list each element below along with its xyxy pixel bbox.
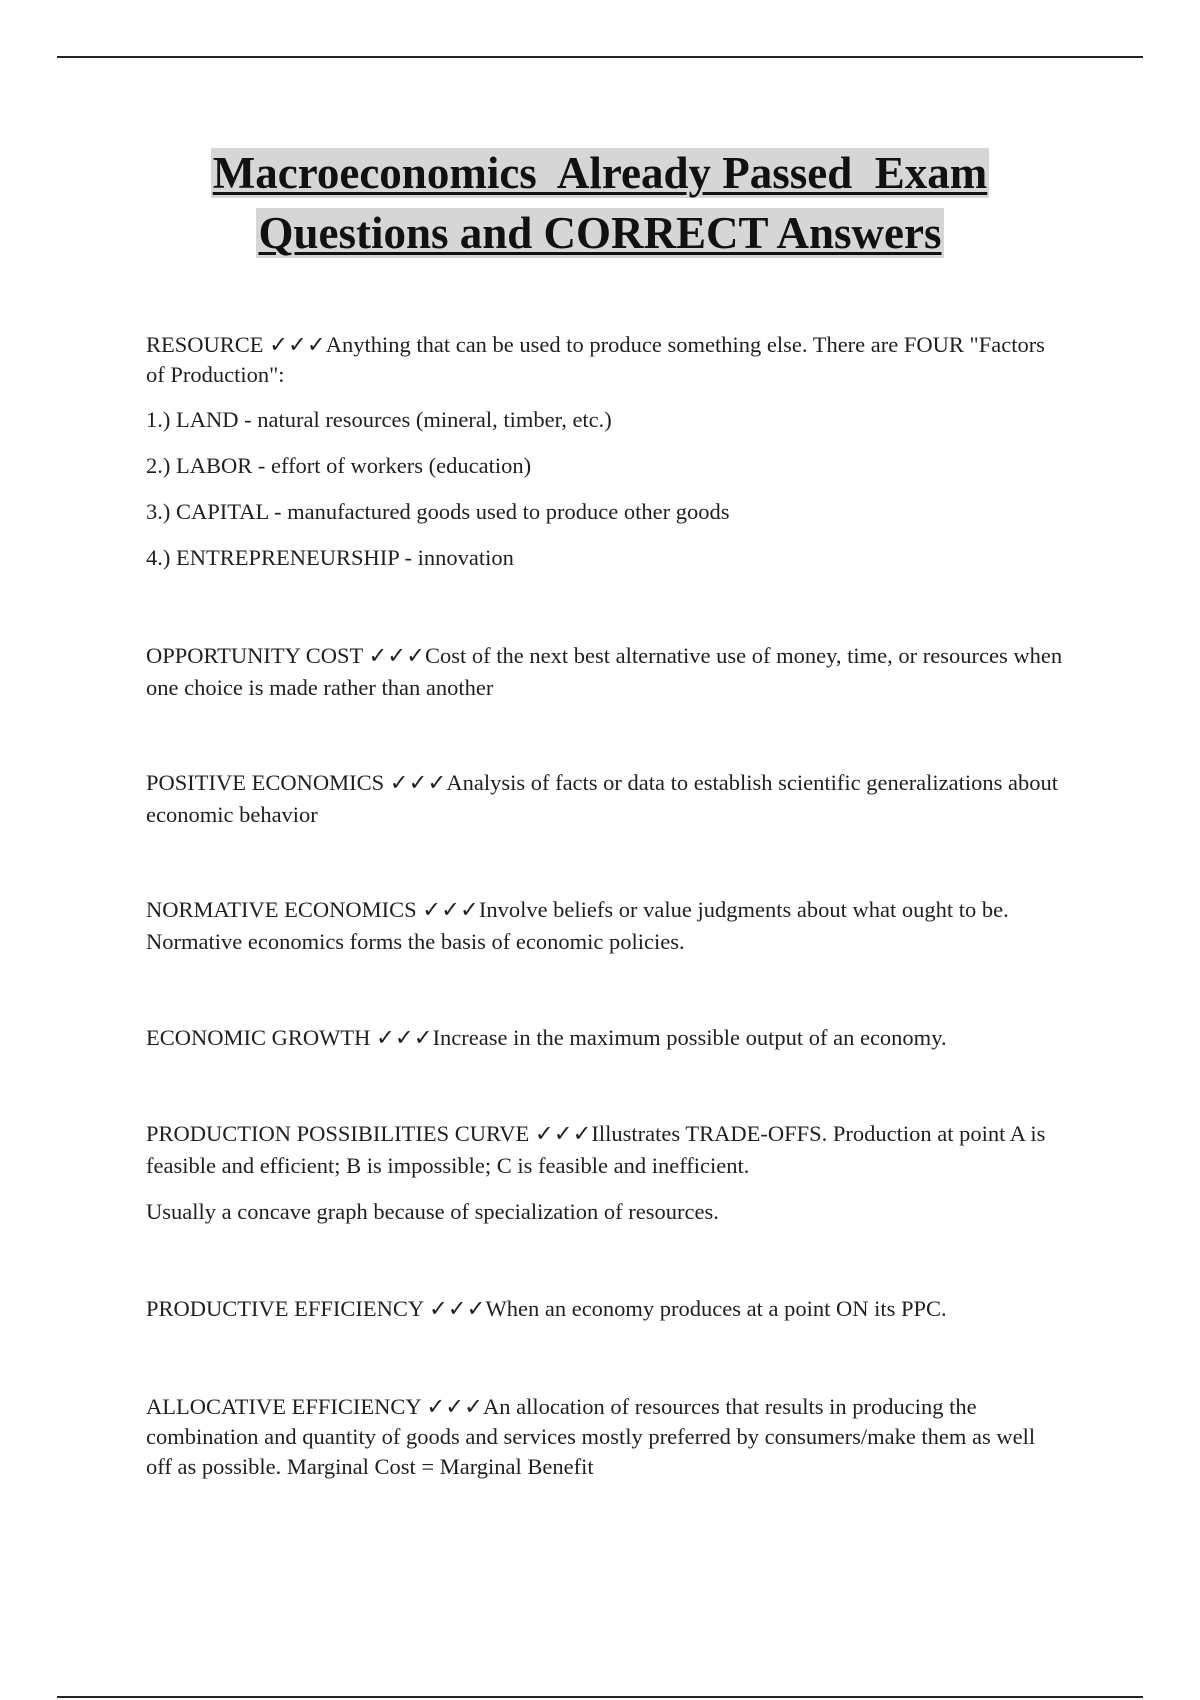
factor-item: 1.) LAND - natural resources (mineral, timber, etc.)	[146, 407, 612, 432]
check-marks-icon: ✓✓✓	[428, 1296, 486, 1321]
check-marks-icon: ✓✓✓	[422, 897, 479, 922]
entry-definition: When an economy produces at a point ON its PPC.	[485, 1296, 947, 1321]
entry-term: OPPORTUNITY COST	[146, 643, 369, 668]
entry-term: POSITIVE ECONOMICS	[146, 770, 390, 795]
title-line-2: Questions and CORRECT Answers	[258, 208, 942, 258]
entry-term: ECONOMIC GROWTH	[146, 1025, 376, 1050]
check-marks-icon: ✓✓✓	[534, 1121, 592, 1146]
entry-term: PRODUCTIVE EFFICIENCY	[146, 1296, 429, 1321]
check-marks-icon: ✓✓✓	[389, 770, 447, 795]
entry-definition-paragraph	[146, 1118, 1066, 1182]
entry-positive-economics	[146, 767, 1066, 831]
check-marks-icon: ✓✓✓	[269, 332, 326, 357]
entry-definition: An allocation of resources that results in producing the combination and quantity of goods and services mostly preferred by consumers/make them as well off as possible. Marginal Cost = Marginal Benefit	[146, 1394, 1036, 1479]
entry-definition-paragraph	[146, 767, 1066, 831]
factor-item: 2.) LABOR - effort of workers (education)	[146, 453, 532, 478]
entry-production-possibilities-curve	[146, 1118, 1066, 1228]
check-marks-icon: ✓✓✓	[376, 1025, 433, 1050]
factor-item: 3.) CAPITAL - manufactured goods used to produce other goods	[146, 499, 730, 524]
entry-opportunity-cost	[146, 640, 1066, 704]
entry-definition-paragraph	[146, 1022, 1066, 1054]
entry-definition: Involve beliefs or value judgments about what ought to be. Normative economics forms the basis of economic policies.	[146, 897, 1009, 954]
entry-term: PRODUCTION POSSIBILITIES CURVE	[146, 1121, 535, 1146]
entry-definition: Analysis of facts or data to establish scientific generalizations about economic behavior	[146, 770, 1059, 827]
entry-term: NORMATIVE ECONOMICS	[146, 897, 423, 922]
check-marks-icon: ✓✓✓	[426, 1394, 483, 1419]
entry-economic-growth	[146, 1022, 1066, 1054]
entry-definition: Illustrates TRADE-OFFS. Production at point A is feasible and efficient; B is impossible; C is feasible and inefficient.	[146, 1121, 1046, 1178]
entry-definition-paragraph	[146, 1293, 1066, 1325]
factor-item: 4.) ENTREPRENEURSHIP - innovation	[146, 545, 514, 570]
title-line-1: Macroeconomics Already Passed Exam	[212, 148, 988, 198]
entry-definition: Increase in the maximum possible output of an economy.	[432, 1025, 947, 1050]
entry-normative-economics	[146, 894, 1066, 958]
entry-allocative-efficiency	[146, 1392, 1066, 1482]
check-marks-icon: ✓✓✓	[368, 643, 425, 668]
entry-resource	[146, 330, 1066, 574]
top-rule	[57, 56, 1143, 58]
entry-definition-paragraph	[146, 640, 1066, 704]
entry-definition-paragraph	[146, 894, 1066, 958]
document-title	[60, 148, 1140, 268]
entry-definition: Cost of the next best alternative use of money, time, or resources when one choice is made rather than another	[146, 643, 1063, 700]
entry-productive-efficiency	[146, 1293, 1066, 1325]
entry-note: Usually a concave graph because of specialization of resources.	[146, 1199, 719, 1224]
entry-definition: Anything that can be used to produce something else. There are FOUR "Factors of Production":	[146, 332, 1045, 387]
bottom-rule	[57, 1696, 1143, 1698]
entry-term: RESOURCE	[146, 332, 270, 357]
entry-term: ALLOCATIVE EFFICIENCY	[146, 1394, 427, 1419]
entry-definition-paragraph	[146, 1392, 1066, 1482]
entry-definition-paragraph	[146, 330, 1066, 390]
